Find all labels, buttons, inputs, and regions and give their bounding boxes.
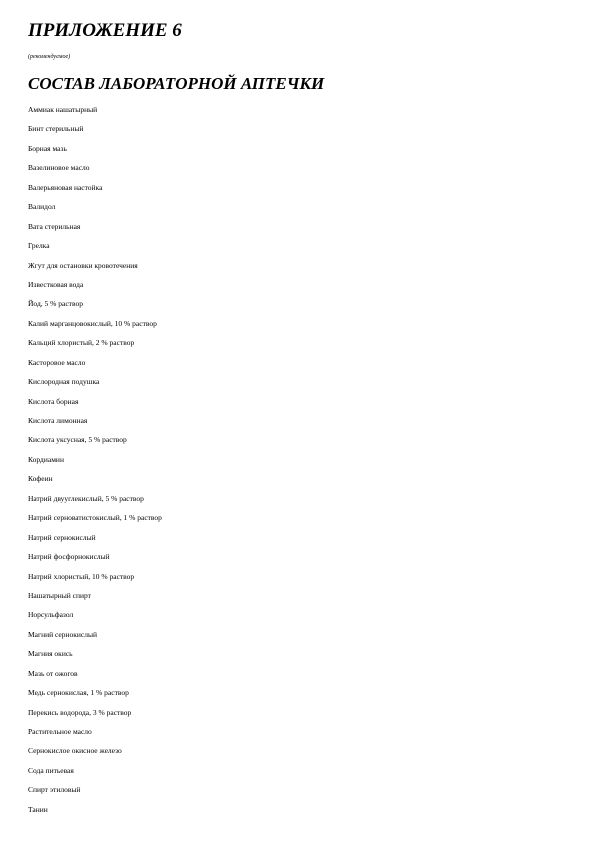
list-item: Борная мазь — [28, 143, 67, 153]
list-item: Кислота лимонная — [28, 416, 88, 425]
list-item: Аммиак нашатырный — [28, 105, 98, 114]
list-item: Грелка — [28, 241, 50, 251]
list-item: Вазелиновое масло — [28, 163, 90, 173]
list-item: Мазь от ожогов — [28, 668, 78, 678]
appendix-title: ПРИЛОЖЕНИЕ 6 — [28, 20, 182, 41]
list-item: Кофеин — [28, 474, 53, 484]
list-item: Касторовое масло — [28, 357, 86, 367]
list-item: Кордиамин — [28, 454, 64, 464]
list-item: Спирт этиловый — [28, 785, 81, 795]
list-item: Бинт стерильный — [28, 124, 84, 134]
list-item: Натрий фосфорнокислый — [28, 552, 110, 562]
list-item: Магний сернокислый — [28, 629, 98, 639]
list-item: Кальций хлористый, 2 % раствор — [28, 338, 135, 348]
first-aid-kit-list — [28, 104, 162, 823]
list-item: Валерьяновая настойка — [28, 182, 103, 192]
recommendation-note: (рекомендуемое) — [28, 54, 71, 60]
list-item: Сода питьевая — [28, 765, 74, 775]
list-item: Вата стерильная — [28, 221, 81, 231]
list-item: Медь сернокислая, 1 % раствор — [28, 688, 129, 698]
list-item: Натрий двууглекислый, 5 % раствор — [28, 493, 144, 503]
list-item: Натрий хлористый, 10 % раствор — [28, 571, 135, 581]
list-item: Натрий серноватистокислый, 1 % раствор — [28, 513, 162, 523]
section-title: СОСТАВ ЛАБОРАТОРНОЙ АПТЕЧКИ — [28, 74, 325, 93]
list-item: Натрий сернокислый — [28, 532, 96, 542]
list-item: Известковая вода — [28, 279, 84, 289]
list-item: Калий марганцовокислый, 10 % раствор — [28, 318, 157, 328]
list-item: Кислородная подушка — [28, 377, 100, 387]
list-item: Кислота уксусная, 5 % раствор — [28, 435, 127, 445]
list-item: Кислота борная — [28, 396, 79, 406]
list-item: Валидол — [28, 202, 56, 212]
list-item: Норсульфазол — [28, 610, 74, 620]
list-item: Танин — [28, 804, 48, 814]
list-item: Йод, 5 % раствор — [28, 299, 83, 309]
list-item: Жгут для остановки кровотечения — [28, 260, 138, 270]
list-item: Магния окись — [28, 649, 73, 659]
list-item: Нашатырный спирт — [28, 590, 91, 600]
list-item: Перекись водорода, 3 % раствор — [28, 707, 132, 717]
list-item: Растительное масло — [28, 727, 92, 736]
list-item: Сернокислое окисное железо — [28, 746, 122, 756]
